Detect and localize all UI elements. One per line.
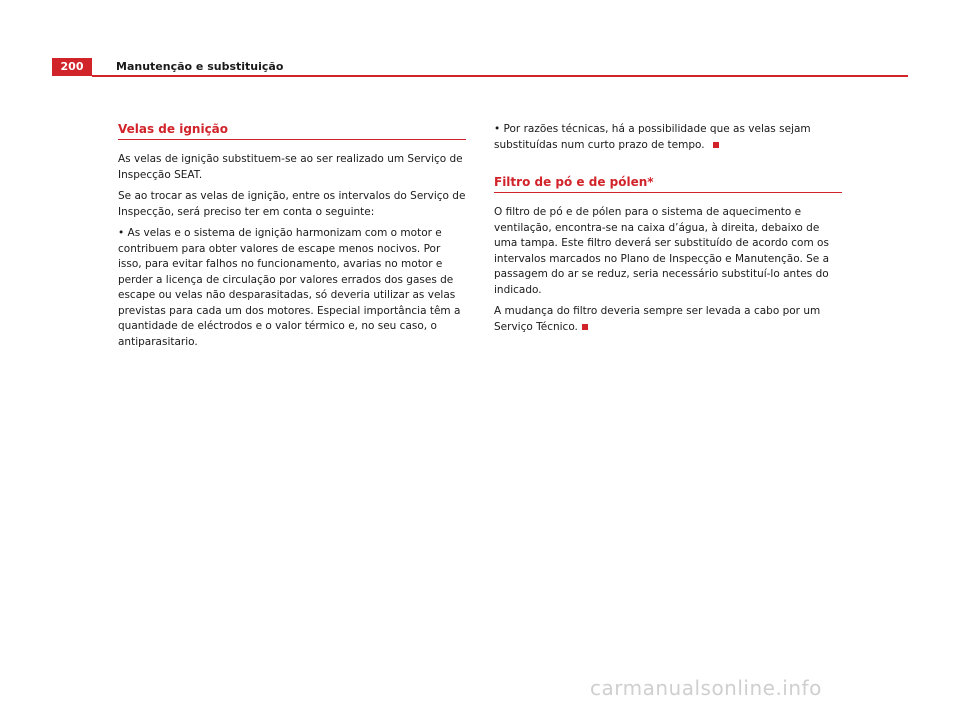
page-header — [52, 58, 908, 78]
end-of-section-marker-icon — [582, 324, 588, 330]
paragraph: Se ao trocar as velas de ignição, entre os intervalos do Serviço de Inspecção, será preciso ter em conta o seguinte: — [118, 190, 466, 218]
paragraph — [494, 122, 842, 153]
paragraph: O filtro de pó e de pólen para o sistema de aquecimento e ventilação, encontra-se na caixa d’água, à direita, debaixo de uma tampa. Este filtro deverá ser substituído de acordo com os intervalos marcados no Plano de Inspecção e Manutenção. Se a passagem do ar se reduz, seria necessário substituí-lo antes do indicado. — [494, 206, 830, 296]
watermark: carmanualsonline.info — [590, 676, 822, 700]
header-rule — [92, 75, 908, 77]
paragraph: As velas de ignição substituem-se ao ser realizado um Serviço de Inspecção SEAT. — [118, 153, 463, 181]
right-column — [494, 122, 842, 341]
paragraph: • As velas e o sistema de ignição harmonizam com o motor e contribuem para obter valores de escape menos nocivos. Por isso, para evitar falhos no funcionamento, avarias no motor e perder a licença de circulação por valores errados dos gases de escape ou velas não desparasitadas, só deveria utilizar as velas previstas para cada um dos motores. Especial importância têm a quantidade de eléctrodos e o valor térmico e, no seu caso, o antiparasitario. — [118, 227, 461, 348]
running-title: Manutenção e substituição — [116, 60, 284, 73]
left-column — [118, 122, 466, 356]
page-number: 200 — [52, 58, 92, 76]
end-of-section-marker-icon — [713, 142, 719, 148]
paragraph — [494, 304, 842, 335]
paragraph-text: A mudança do filtro deveria sempre ser levada a cabo por um Serviço Técnico. — [494, 305, 821, 333]
section-heading-pollen-filter: Filtro de pó e de pólen* — [494, 175, 842, 193]
section-heading-spark-plugs: Velas de ignição — [118, 122, 466, 140]
paragraph-text: • Por razões técnicas, há a possibilidade que as velas sejam substituídas num curto prazo de tempo. — [494, 123, 811, 151]
